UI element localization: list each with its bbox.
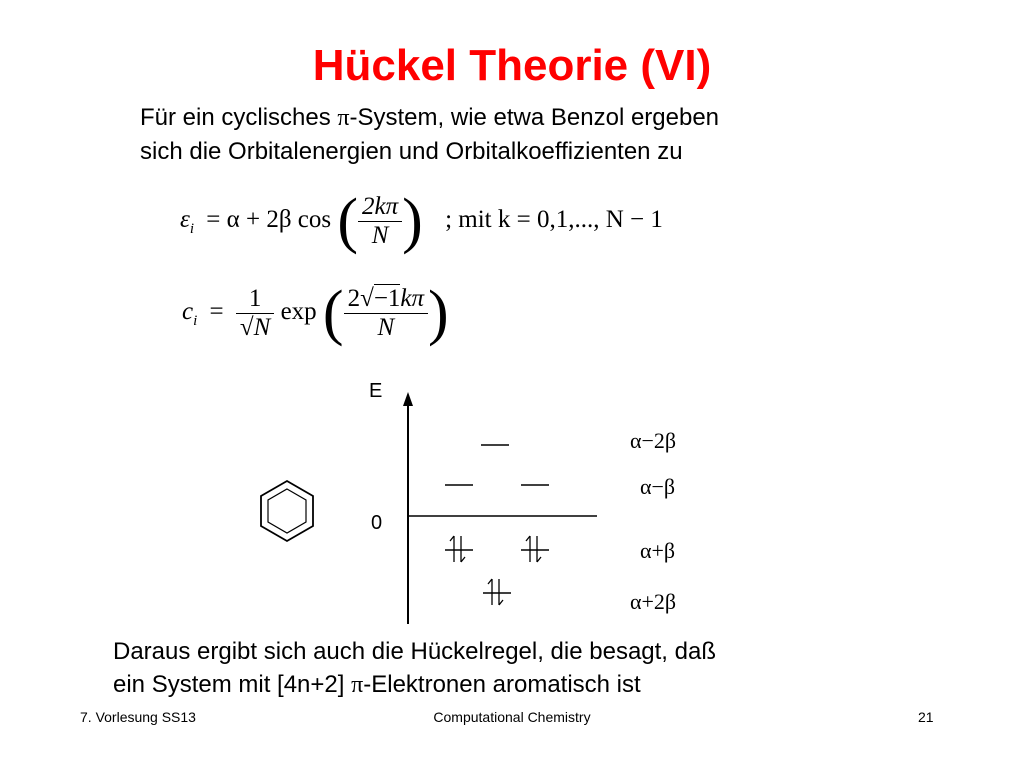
- energy-level-diagram: [395, 390, 615, 626]
- c-symbol: c: [182, 298, 194, 326]
- level-label-alpha-plus-2beta: α+2β: [630, 589, 677, 614]
- exp-fraction: [344, 285, 428, 342]
- energy-numerator: 2kπ: [362, 193, 399, 220]
- norm-denominator: [236, 313, 274, 342]
- electron-pair-left: [445, 536, 473, 562]
- right-paren-2: ): [428, 279, 449, 347]
- footer-lecture: 7. Vorlesung SS13: [80, 709, 196, 725]
- pi-symbol-2: π: [351, 672, 364, 698]
- normalization-fraction: [236, 285, 274, 342]
- conclusion-text-b: -Elektronen aromatisch ist: [363, 671, 641, 698]
- sqrt-N: N: [253, 314, 271, 341]
- intro-line-2: sich die Orbitalenergien und Orbitalkoeffizienten zu: [140, 138, 683, 165]
- footer-course: Computational Chemistry: [433, 709, 591, 725]
- exp-function: exp: [280, 298, 317, 326]
- level-label-alpha-minus-beta: α−β: [640, 474, 676, 499]
- energy-denominator: N: [358, 221, 402, 250]
- pi-symbol: π: [337, 105, 350, 131]
- conclusion-line-2: [113, 669, 641, 701]
- energy-rhs: = α + 2β cos: [206, 206, 332, 234]
- benzene-ring-icon: [256, 478, 318, 544]
- slide-title: Hückel Theorie (VI): [312, 41, 712, 90]
- epsilon-symbol: ε: [180, 206, 190, 234]
- level-label-alpha-minus-2beta: α−2β: [630, 428, 677, 453]
- left-paren-2: (: [322, 279, 344, 347]
- sqrt-minus-one: −1: [373, 285, 401, 312]
- level-label-alpha-plus-beta: α+β: [640, 538, 676, 563]
- zero-label: 0: [371, 512, 383, 534]
- sqrt-sign: √: [239, 314, 254, 341]
- energy-fraction: [358, 193, 402, 250]
- electron-pair-lowest: [483, 579, 511, 605]
- left-paren: (: [337, 187, 359, 255]
- coefficient-equation: [182, 278, 449, 349]
- electron-pair-right: [521, 536, 549, 562]
- energy-equation: [180, 186, 663, 257]
- intro-text-a: Für ein cyclisches: [140, 104, 338, 131]
- sqrt-sign-2: √: [360, 285, 374, 312]
- conclusion-line-1: Daraus ergibt sich auch die Hückelregel, die besagt, daß: [113, 638, 716, 665]
- energy-axis-label: E: [369, 380, 383, 402]
- energy-axis-arrow: [403, 392, 413, 406]
- num-kpi: kπ: [400, 285, 425, 312]
- intro-text-b: -System, wie etwa Benzol ergeben: [349, 104, 720, 131]
- num-two: 2: [347, 285, 361, 312]
- equals-sign: =: [209, 298, 224, 326]
- footer-page-number: 21: [918, 709, 934, 725]
- exp-denominator: N: [344, 313, 428, 342]
- index-i-2: i: [193, 313, 198, 330]
- exp-numerator: [344, 285, 428, 313]
- right-paren: ): [402, 187, 423, 255]
- index-i: i: [189, 221, 195, 238]
- intro-line-1: [140, 103, 719, 133]
- norm-numerator: 1: [248, 285, 262, 312]
- k-condition: ; mit k = 0,1,..., N − 1: [445, 206, 663, 234]
- conclusion-text-a: ein System mit [4n+2]: [113, 671, 352, 698]
